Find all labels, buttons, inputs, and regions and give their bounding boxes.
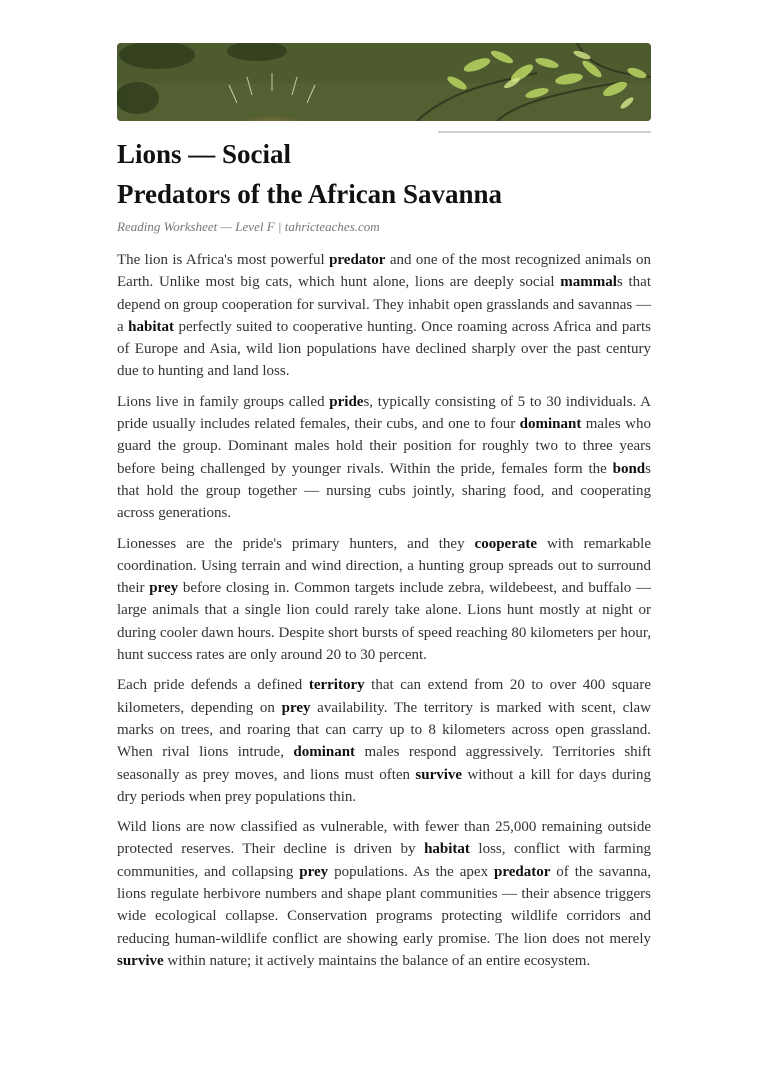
paragraph-text: s that depend on group cooperation for survival. They inhabit open grasslands and savannas — a [117,274,651,335]
vocabulary-term: cooperate [474,535,537,552]
paragraph-text: males who guard the group. Dominant males hold their position for roughly two to three years before being challenged by younger rivals. Within the pride, females form the [117,416,651,477]
paragraph-text: without a kill for days during dry periods when prey populations thin. [117,766,651,805]
header-divider [438,131,651,133]
vocabulary-term: survive [415,766,463,783]
paragraph-text: s that hold the group together — nursing cubs jointly, sharing food, and cooperating across generations. [117,460,651,522]
vocabulary-term: predator [329,252,386,268]
article-body [117,249,651,980]
paragraph-text: perfectly suited to cooperative hunting. Once roaming across Africa and parts of Europe and Asia, wild lion populations have declined sharply over the past century due to hunting and land loss. [117,318,651,380]
byline: Reading Worksheet — Level F | tahricteaches.com [117,219,380,234]
vocabulary-term: predator [493,863,551,880]
vocabulary-term: prey [281,699,311,716]
title-line-2: Predators of the African Savanna [117,179,502,209]
paragraph-text: The lion is Africa's most powerful [117,252,330,268]
paragraph [117,816,651,972]
paragraph-text: s, typically consisting of 5 to 30 individuals. A pride usually includes related females, their cubs, and one to four [117,393,652,433]
paragraph-text: of the savanna, lions regulate herbivore numbers and shape plant communities — their absence triggers wide ecological collapse. Conservation programs protecting wildlife corridors and reducing human-wildlife conflict are showing early promise. The lion does not merely [117,863,651,947]
paragraph [117,249,651,383]
vocabulary-term: prey [149,580,179,597]
paragraph [117,674,651,808]
vocabulary-term: territory [308,677,365,694]
vocabulary-term: dominant [519,416,582,433]
vocabulary-term: dominant [293,744,356,761]
paragraph-text: within nature; it actively maintains the balance of an entire ecosystem. [163,952,591,969]
paragraph-text: with remarkable coordination. Using terrain and wind direction, a hunting group spreads out to surround their [117,535,651,597]
vocabulary-term: pride [329,393,364,410]
paragraph-text: males respond aggressively. Territories shift seasonally as prey moves, and lions must often [117,744,651,783]
paragraph-text: that can extend from 20 to over 400 square kilometers, depending on [117,677,651,716]
paragraph-text: loss, conflict with farming communities, and collapsing [117,841,651,880]
vocabulary-term: survive [117,952,164,969]
page-title [117,134,657,214]
title-line-1: Lions — Social [117,139,292,169]
vocabulary-term: bond [612,460,646,477]
paragraph-text: Lions live in family groups called [117,393,330,410]
paragraph-text: Lionesses are the pride's primary hunters, and they [117,535,475,552]
paragraph-text: availability. The territory is marked with scent, claw marks on trees, and roaring that can carry up to 8 kilometers across open grassland. When rival lions intrude, [117,699,651,761]
vocabulary-term: habitat [424,841,470,858]
paragraph-text: Wild lions are now classified as vulnerable, with fewer than 25,000 remaining outside protected reserves. Their decline is driven by [117,819,651,858]
vocabulary-term: habitat [128,318,174,335]
vocabulary-term: prey [299,863,329,880]
paragraph-text: and one of the most recognized animals on Earth. Unlike most big cats, which hunt alone, lions are deeply social [117,252,651,291]
paragraph-text: Each pride defends a defined [117,677,309,694]
vocabulary-term: mammal [560,274,617,291]
paragraph [117,533,651,667]
paragraph-text: before closing in. Common targets include zebra, wildebeest, and buffalo — large animals that a single lion could rarely take alone. Lions hunt mostly at night or during cooler dawn hours. Despite short bursts of speed reaching 80 kilometers per hour, hunt success rates are only around 20 to 30 percent. [117,580,651,664]
lion-mane-and-foliage-image [117,43,651,121]
paragraph-text: populations. As the apex [328,863,494,880]
paragraph [117,391,651,525]
lion-banner-photo [117,43,651,121]
